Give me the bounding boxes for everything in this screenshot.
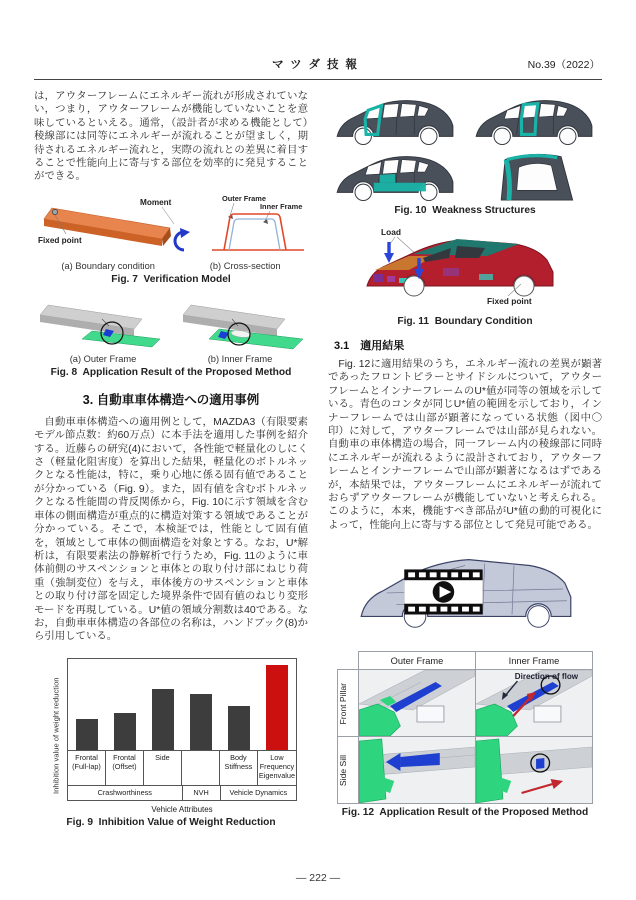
- fig9-bars: [67, 658, 297, 750]
- paragraph-section-3: 自動車車体構造への適用例として，MAZDA3（有限要素モデル節点数：約60万点）に本手法を適用した事例を紹介する。近藤らの研究(4)において，各性能で軽量化のしにくさ（軽量化阻害度）を算出した結果，軽量化のボトルネックとなる性能は，特に，乗り心地に係る固有値であることが分かっている（Fig. 9）。また，固有値を含むボトルネックとなる性能間の背反関係から，Fig. 10に示す領域を含む車体の側面構造が重点的に構造対策する領域であることが分かっている。そこで，本検証では，性能として固有値を，領域として車体の側面構造を対象とする。なお，U*解析は，有限要素法の静解析で行うため，Fig. 11のように車体前側のサスペンションと車体との取り付け部にねじり荷重（強制変位）を与え，車体後方のサスペンションと車体との取り付け部を固定した境界条件で固有値のねじり変形モードを再現している。U*値の領域分割数は40である。なお，自動車車体構造の各部位の名称は，ハンドブック(8)から引用している。: [34, 416, 308, 643]
- bar-slot: [258, 659, 296, 750]
- load-label: Load: [381, 227, 402, 237]
- front-pillar-outer-frame-image: [359, 670, 475, 736]
- category-label: Low Frequency Eigenvalue: [258, 751, 297, 785]
- fig12-col-header-outer: Outer Frame: [359, 652, 476, 670]
- figure-10: [328, 92, 602, 216]
- weakness-structure-side-sill: [332, 148, 460, 202]
- weakness-structure-rear-quarter: [471, 148, 599, 202]
- direction-of-flow-label: Direction of flow: [514, 672, 579, 682]
- bar: [266, 665, 288, 750]
- fig9-group-row: [67, 785, 297, 801]
- moment-label: Moment: [140, 197, 172, 207]
- category-label: Frontal (Full-lap): [68, 751, 106, 785]
- bar: [152, 689, 174, 750]
- fig12-result-table: [337, 651, 593, 804]
- fig11-caption: Fig. 11 Boundary Condition: [397, 316, 533, 327]
- fig12-col-header-inner: Inner Frame: [476, 652, 593, 670]
- group-label: Crashworthiness: [68, 786, 183, 801]
- outer-frame-label: Outer Frame: [222, 193, 266, 203]
- fig8-caption: Fig. 8 Application Result of the Proposed Method: [50, 366, 292, 378]
- bar: [228, 706, 250, 750]
- fig12-row-label-side-sill: Side Sill: [338, 754, 348, 786]
- journal-title: マツダ技報: [271, 59, 365, 71]
- figure-11: [328, 224, 602, 327]
- category-label: Frontal (Offset): [106, 751, 144, 785]
- fig7-subcaption-a: (a) Boundary condition: [61, 260, 155, 271]
- fixed-point-label: Fixed point: [38, 235, 82, 245]
- left-column: [34, 90, 308, 828]
- video-thumbnail: [346, 542, 584, 643]
- fig8-subcaption-b: (b) Inner Frame: [207, 353, 273, 364]
- section-3-1-heading: 3.1 適用結果: [334, 340, 405, 352]
- paragraph-section-3-1: Fig. 12に適用結果のうち，エネルギー流れの差異が顕著であったフロントピラーとサイドシルについて，アウターフレームとインナーフレームのU*値が同等の領域を示している。青色のコンタが同じU*値の範囲を示しており，インナーフレームでは山部が顕著になっている状態（図中〇印）に対して，アウターフレームでは山部が見られない。自動車の車体構造の場合，同一フレーム内の稜線部に同時にエネルギーが流れるように設計されており，アウターフレームとインナーフレームで山部が顕著になるはずであるが，本結果では，アウターフレームにエネルギーが流れておらずアウターフレームが機能していないと考えられる。このように，本来，機能すべき部品がU*値の動的可視化によって，性能向上に寄与する部位として発見可能である。: [328, 359, 602, 531]
- group-label: Vehicle Dynamics: [221, 786, 297, 801]
- category-label: Side: [144, 751, 182, 785]
- figure-12: [328, 651, 602, 818]
- video-play-button[interactable]: [404, 570, 482, 615]
- inner-frame-label: Inner Frame: [260, 201, 303, 211]
- fig7-boundary-condition-diagram: [34, 192, 196, 260]
- weakness-structure-front-pillar: [332, 92, 460, 146]
- issue-number: No.39（2022）: [527, 59, 600, 71]
- figure-8: [34, 295, 308, 378]
- weakness-structure-b-pillar: [471, 92, 599, 146]
- paragraph-energy-flow: は，アウターフレームにエネルギー流れが形成されていない，つまり，アウターフレームが機能していないことを意味しているといえる。通常，（設計者が求める機能として）稜線部には同等にエネルギーが流れることが望ましく，期待されるエネルギー流れと，実際の流れとの差異に着目することで性能向上に寄与する部位を効率的に発見することができる。: [34, 91, 308, 183]
- front-pillar-inner-frame-image: [476, 670, 592, 736]
- fig10-caption: Fig. 10 Weakness Structures: [394, 205, 536, 216]
- figure-7: [34, 192, 308, 285]
- side-sill-inner-frame-image: [476, 737, 592, 803]
- inner-frame-outline: [229, 219, 280, 250]
- bar: [190, 694, 212, 750]
- bar-slot: [220, 659, 258, 750]
- figure-9: [34, 658, 308, 828]
- category-label: [182, 751, 220, 785]
- fixed-point-marker: [52, 209, 57, 214]
- page-header: [34, 0, 602, 80]
- bar-slot: [182, 659, 220, 750]
- weak-region-highlight: [373, 183, 425, 192]
- right-column: [328, 90, 602, 828]
- bar-chart: [45, 658, 297, 814]
- bar: [114, 713, 136, 749]
- fixed-point-label: Fixed point: [487, 296, 532, 306]
- fig12-row-label-front-pillar: Front Pillar: [338, 682, 348, 725]
- bar-slot: [144, 659, 182, 750]
- fig8-outer-frame-result: [34, 295, 165, 353]
- bar-slot: [106, 659, 144, 750]
- fig7-cross-section-diagram: [208, 192, 308, 260]
- fig7-subcaption-b: (b) Cross-section: [209, 260, 281, 271]
- page-number: — 222 —: [295, 872, 341, 884]
- fig8-subcaption-a: (a) Outer Frame: [69, 353, 137, 364]
- fig11-boundary-condition-model: [359, 224, 571, 308]
- bar-slot: [68, 659, 106, 750]
- chart-x-axis-label: Vehicle Attributes: [151, 804, 213, 814]
- section-3-heading: 3. 自動車車体構造への適用事例: [82, 392, 260, 407]
- fig8-inner-frame-result: [177, 295, 308, 353]
- fig9-cat-row: [67, 750, 297, 785]
- fig12-caption: Fig. 12 Application Result of the Proposed Method: [341, 807, 589, 819]
- bar: [76, 719, 98, 750]
- fig9-caption: Fig. 9 Inhibition Value of Weight Reduction: [66, 816, 276, 828]
- chart-y-axis-label: Inhibition value of weight reduction: [51, 677, 61, 795]
- side-sill-outer-frame-image: [359, 737, 475, 803]
- category-label: Body Stiffness: [220, 751, 258, 785]
- group-label: NVH: [183, 786, 221, 801]
- wireframe-car-video: [346, 542, 584, 638]
- two-column-body: [0, 80, 636, 828]
- fig7-caption: Fig. 7 Verification Model: [111, 273, 231, 285]
